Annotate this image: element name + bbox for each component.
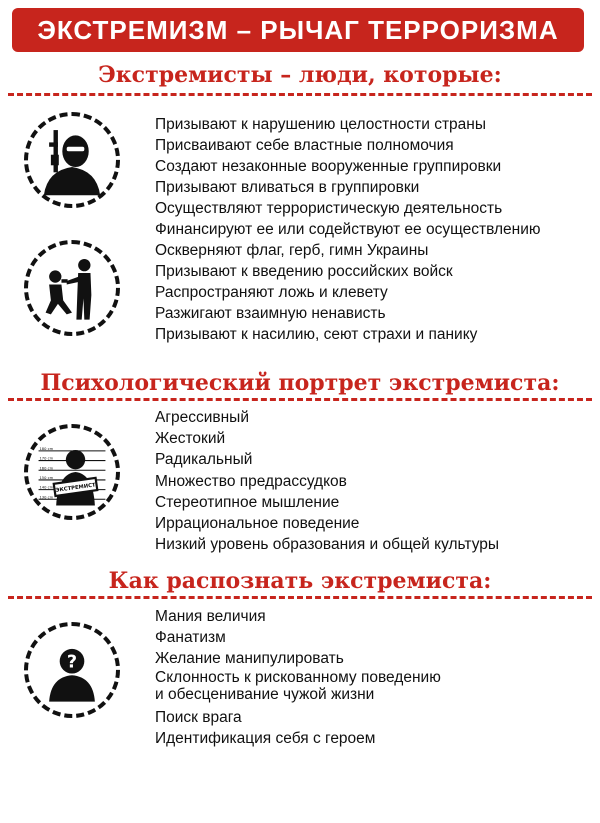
height-label: 180 cm (39, 447, 54, 451)
list-item: Присваивают себе властные полномочия (155, 137, 454, 154)
mugshot-icon (24, 424, 120, 520)
list-item: Склонность к рискованному поведению (155, 669, 441, 686)
section-title-recognize: Как распознать экстремиста: (108, 568, 492, 594)
list-item: Призывают к насилию, сеют страхи и панику (155, 326, 478, 343)
list-item: и обесценивание чужой жизни (155, 686, 375, 703)
section-divider (8, 93, 592, 96)
list-item: Осуществляют террористическую деятельность (155, 200, 503, 217)
list-item: Иррациональное поведение (155, 515, 360, 533)
list-item: Распространяют ложь и клевету (155, 284, 388, 301)
height-label: 170 cm (39, 456, 54, 461)
page-title: ЭКСТРЕМИЗМ – РЫЧАГ ТЕРРОРИЗМА (37, 14, 559, 45)
question-mark-icon: ? (66, 652, 78, 673)
list-item: Агрессивный (155, 409, 249, 426)
list-item: Поиск врага (155, 709, 242, 726)
unknown-person-icon (24, 622, 120, 718)
list-item: Призывают вливаться в группировки (155, 179, 420, 196)
threat-kneeling-icon (24, 240, 120, 336)
list-item: Оскверняют флаг, герб, гимн Украины (155, 242, 429, 259)
list-item: Мания величия (155, 608, 266, 625)
height-label: 160 cm (39, 466, 54, 471)
list-item: Создают незаконные вооруженные группировки (155, 158, 502, 175)
list-item: Множество предрассудков (155, 472, 347, 490)
height-label: 130 cm (39, 495, 54, 500)
list-item: Призывают к нарушению целостности страны (155, 116, 486, 133)
mugshot-sign-text: ЭКСТРЕМИСТ (55, 482, 97, 494)
list-item: Призывают к введению российских войск (155, 263, 453, 280)
section-divider (8, 398, 592, 401)
section-title-portrait: Психологический портрет экстремиста: (40, 370, 560, 396)
list-item: Радикальный (155, 451, 253, 469)
list-item: Стереотипное мышление (155, 493, 340, 511)
list-item: Идентификация себя с героем (155, 730, 376, 747)
extremists-list (155, 114, 541, 345)
list-item: Желание манипулировать (155, 650, 344, 667)
portrait-list (155, 407, 499, 555)
list-item: Финансируют ее или содействуют ее осуществлению (155, 221, 541, 238)
list-item: Фанатизм (155, 629, 226, 646)
list-item: Разжигают взаимную ненависть (155, 305, 386, 322)
header-banner (12, 8, 584, 52)
height-label: 140 cm (39, 485, 54, 490)
section-title-extremists: Экстремисты – люди, которые: (98, 62, 502, 88)
height-label: 150 cm (39, 476, 54, 481)
list-item: Жестокий (155, 430, 226, 448)
section-divider (8, 596, 592, 599)
recognize-list (155, 606, 441, 749)
list-item: Низкий уровень образования и общей культуры (155, 536, 500, 554)
masked-gunman-icon (24, 112, 120, 208)
